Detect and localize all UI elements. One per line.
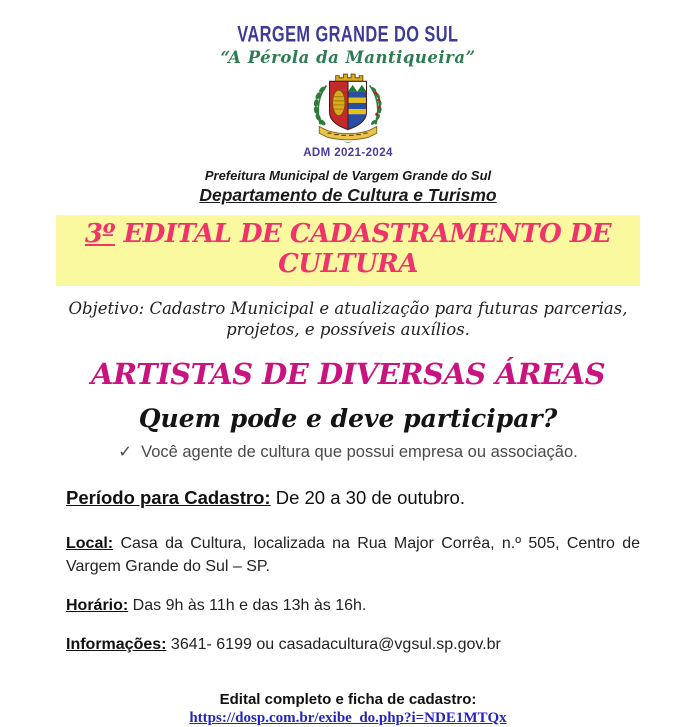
edital-title-text: EDITAL DE CADASTRAMENTO DE CULTURA xyxy=(114,219,612,279)
informacoes-label: Informações: xyxy=(66,635,167,653)
logo-slogan: “A Pérola da Mantiqueira” xyxy=(220,48,476,67)
participate-heading: Quem pode e deve participar? xyxy=(138,404,558,434)
participate-item-text: Você agente de cultura que possui empresa ou associação. xyxy=(141,443,578,462)
footer-label: Edital completo e ficha de cadastro: xyxy=(219,690,477,708)
crown xyxy=(336,74,363,81)
local-row xyxy=(66,532,640,578)
horario-text: Das 9h às 11h e das 13h às 16h. xyxy=(128,596,367,614)
periodo-row xyxy=(66,487,640,509)
periodo-text: De 20 a 30 de outubro. xyxy=(270,487,465,509)
check-icon: ✓ xyxy=(118,443,133,462)
participate-item xyxy=(0,442,696,462)
periodo-label: Período para Cadastro: xyxy=(66,487,271,509)
shield-right xyxy=(348,81,366,130)
edital-title-number: 3º xyxy=(84,219,115,249)
right-branch xyxy=(370,85,382,125)
horario-label: Horário: xyxy=(66,596,129,614)
audience-heading: ARTISTAS DE DIVERSAS ÁREAS xyxy=(90,357,606,392)
departamento-line: Departamento de Cultura e Turismo xyxy=(199,185,497,205)
coat-of-arms-svg xyxy=(296,69,400,145)
prefeitura-line: Prefeitura Municipal de Vargem Grande do Sul xyxy=(204,168,492,183)
footer-link-wrap xyxy=(0,709,696,727)
logo-city-name: VARGEM GRANDE DO SUL xyxy=(237,22,459,48)
local-label: Local: xyxy=(66,535,114,553)
horario-row xyxy=(66,597,640,615)
coat-of-arms xyxy=(0,69,696,145)
city-logo xyxy=(0,0,696,47)
left-branch xyxy=(314,85,326,125)
informacoes-row xyxy=(66,636,640,654)
local-text: Casa da Cultura, localizada na Rua Major Corrêa, n.º 505, Centro de Vargem Grande do Sul – SP. xyxy=(66,535,640,576)
informacoes-text: 3641- 6199 ou casadacultura@vgsul.sp.gov.br xyxy=(166,635,501,653)
edital-title xyxy=(56,215,640,286)
objective-text: Objetivo: Cadastro Municipal e atualização para futuras parcerias, projetos, e possíveis auxílios. xyxy=(68,299,628,340)
adm-label: ADM 2021-2024 xyxy=(303,147,393,159)
edital-link[interactable]: https://dosp.com.br/exibe_do.php?i=NDE1MTQx xyxy=(189,709,507,726)
